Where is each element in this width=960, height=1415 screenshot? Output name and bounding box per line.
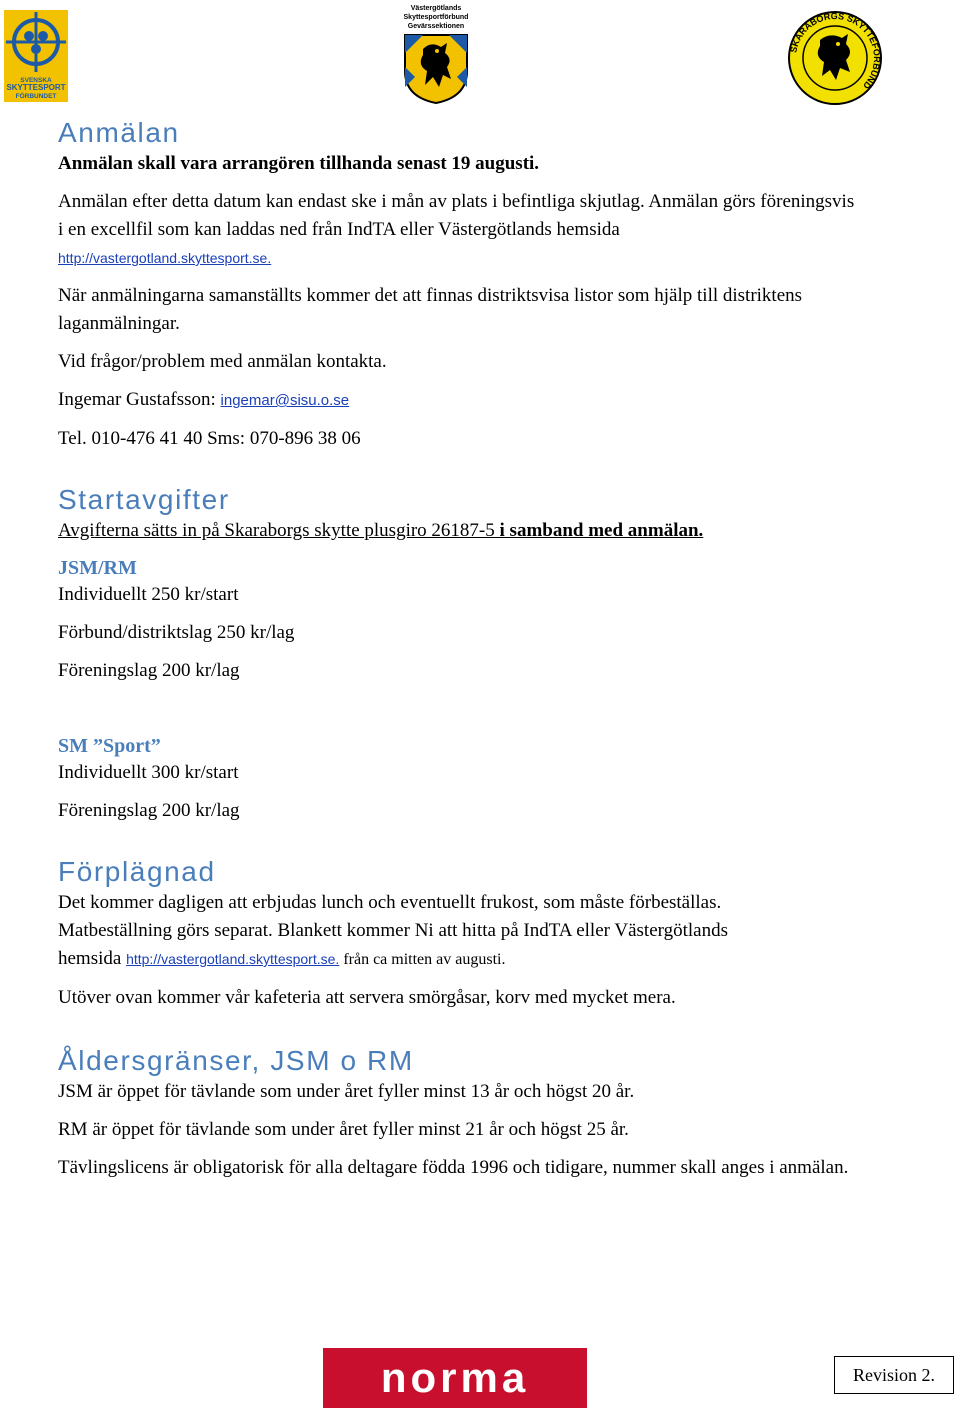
anmalan-paragraph-1-text: Anmälan efter detta datum kan endast ske i mån av plats i befintliga skjutlag. Anmälan görs föreningsvis i en excellfil som kan laddas ned från IndTA eller Västergötlands hemsida	[58, 191, 855, 240]
left-logo-text-3: FÖRBUNDET	[15, 93, 57, 100]
sm-fee-club-team: Föreningslag 200 kr/lag	[58, 800, 240, 821]
heading-startavgifter: Startavgifter	[58, 484, 230, 515]
heading-forplagnad: Förplägnad	[58, 856, 216, 887]
norma-sponsor-logo	[323, 1348, 587, 1408]
startavgifter-intro-plain: Avgifterna sätts in på Skaraborgs skytte plusgiro 26187-5	[58, 520, 495, 541]
anmalan-paragraph-3: Vid frågor/problem med anmälan kontakta.	[58, 351, 387, 372]
forplagnad-line-3	[58, 945, 858, 974]
forplagnad-vastergotland-link[interactable]: http://vastergotland.skyttesport.se.	[126, 951, 340, 967]
left-logo-text-1: SVENSKA	[20, 77, 52, 84]
forplagnad-line-1: Det kommer dagligen att erbjudas lunch och eventuellt frukost, som måste förbeställas.	[58, 892, 722, 913]
forplagnad-hemsida: hemsida	[58, 948, 122, 969]
deadline-text: Anmälan skall vara arrangören tillhanda senast 19 augusti.	[58, 153, 540, 174]
center-logo-line-2: Skyttesportförbund	[403, 14, 469, 21]
contact-email-link[interactable]: ingemar@sisu.o.se	[220, 392, 350, 409]
aldersgranser-jsm: JSM är öppet för tävlande som under året fyller minst 13 år och högst 20 år.	[58, 1081, 635, 1102]
aldersgranser-rm: RM är öppet för tävlande som under året fyller minst 21 år och högst 25 år.	[58, 1119, 629, 1140]
left-logo-text-2: SKYTTESPORT	[6, 83, 66, 92]
shield-lion-icon	[401, 31, 471, 105]
heading-aldersgranser: Åldersgränser, JSM o RM	[58, 1045, 414, 1076]
forplagnad-line-3-end: från ca mitten av augusti.	[339, 951, 506, 968]
norma-logo-text: norma	[380, 1354, 530, 1401]
vastergotland-link[interactable]: http://vastergotland.skyttesport.se.	[58, 250, 272, 266]
startavgifter-intro	[58, 517, 858, 545]
jsm-fee-club-team: Föreningslag 200 kr/lag	[58, 660, 240, 681]
heading-anmalan: Anmälan	[58, 117, 180, 148]
startavgifter-intro-bold: i samband med anmälan.	[494, 520, 704, 541]
forplagnad-paragraph-2: Utöver ovan kommer vår kafeteria att servera smörgåsar, korv med mycket mera.	[58, 987, 676, 1008]
phone-line: Tel. 010-476 41 40 Sms: 070-896 38 06	[58, 428, 361, 449]
center-logo-line-3: Gevärssektionen	[407, 23, 465, 30]
jsm-rm-heading: JSM/RM	[58, 557, 137, 579]
contact-name: Ingemar Gustafsson:	[58, 389, 216, 410]
right-logo-text: SKARABORGS SKYTTEFÖRBUND	[788, 10, 883, 91]
svenska-skyttesport-logo	[4, 10, 68, 102]
document-body	[58, 116, 858, 1182]
sm-sport-heading: SM ”Sport”	[58, 735, 161, 757]
jsm-fee-individual: Individuellt 250 kr/start	[58, 584, 239, 605]
anmalan-paragraph-1	[58, 188, 858, 272]
aldersgranser-licens: Tävlingslicens är obligatorisk för alla deltagare födda 1996 och tidigare, nummer skall anges i anmälan.	[58, 1157, 849, 1178]
sm-fee-individual: Individuellt 300 kr/start	[58, 762, 239, 783]
skaraborgs-skytteforbund-logo	[786, 10, 884, 106]
revision-box: Revision 2.	[834, 1356, 954, 1394]
forplagnad-line-2: Matbeställning görs separat. Blankett kommer Ni att hitta på IndTA eller Västergötlands	[58, 920, 729, 941]
jsm-fee-district-team: Förbund/distriktslag 250 kr/lag	[58, 622, 295, 643]
vastergotlands-skyttesportforbund-logo	[396, 4, 476, 108]
center-logo-line-1: Västergötlands	[410, 5, 462, 12]
contact-line	[58, 386, 858, 415]
anmalan-paragraph-2: När anmälningarna samanställts kommer det att finnas distriktsvisa listor som hjälp till distriktens laganmälningar.	[58, 285, 803, 334]
